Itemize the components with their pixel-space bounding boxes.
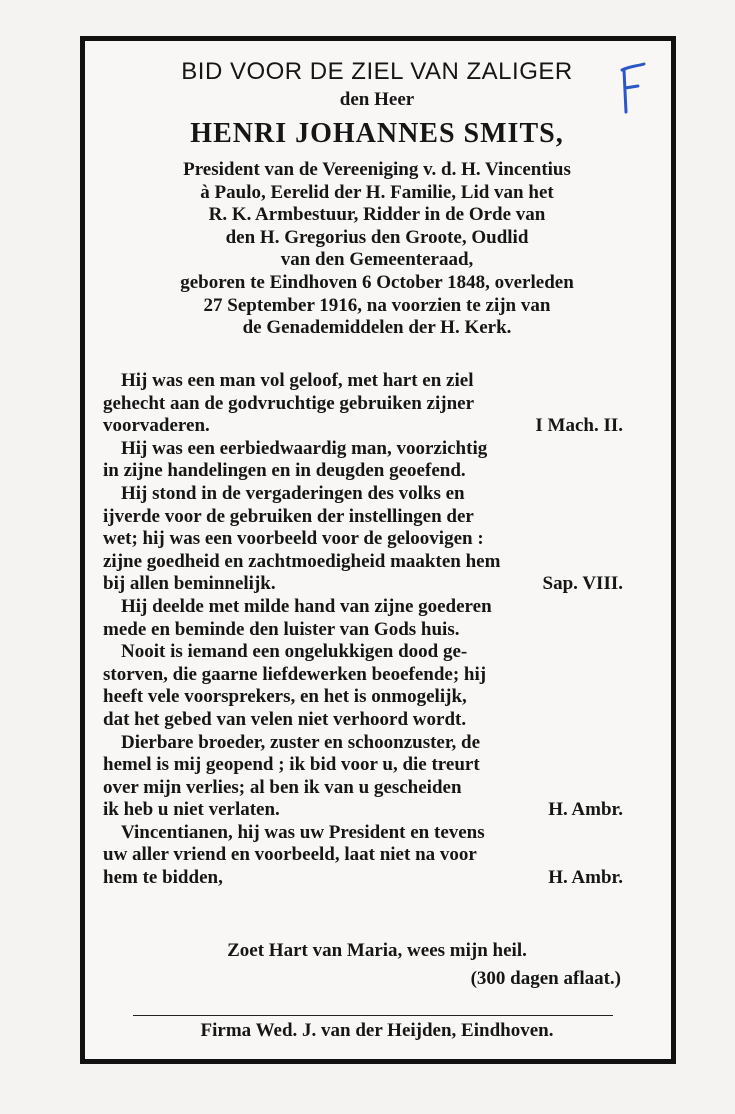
heading-line-2: den Heer xyxy=(339,89,415,110)
heading-line-1: BID VOOR DE ZIEL VAN ZALIGER xyxy=(181,58,573,85)
biography-line: President van de Vereeniging v. d. H. Vincentius xyxy=(183,159,571,180)
text-line xyxy=(103,528,651,551)
text-line xyxy=(103,641,651,664)
scripture-reference: H. Ambr. xyxy=(548,867,623,889)
text-line xyxy=(103,551,651,574)
text-line-content: Vincentianen, hij was uw President en tevens xyxy=(121,821,485,843)
text-line xyxy=(103,393,651,416)
text-line xyxy=(103,460,651,483)
divider xyxy=(133,1015,613,1016)
text-line xyxy=(103,596,651,619)
text-line xyxy=(103,732,651,755)
text-line-content: heeft vele voorsprekers, en het is onmogelijk, xyxy=(103,686,467,708)
scripture-reference: I Mach. II. xyxy=(535,415,623,437)
text-line xyxy=(103,686,651,709)
memorial-card xyxy=(103,55,651,1040)
text-line-content: over mijn verlies; al ben ik van u gescheiden xyxy=(103,776,462,798)
text-line-content: gehecht aan de godvruchtige gebruiken zijner xyxy=(103,392,475,414)
handwritten-f-mark xyxy=(612,60,652,120)
text-line-content: ijverde voor de gebruiken der instellingen der xyxy=(103,505,474,527)
indulgence-note: (300 dagen aflaat.) xyxy=(470,968,621,989)
text-line-content: mede en beminde den luister van Gods huis. xyxy=(103,618,460,640)
biography-line: de Genademiddelen der H. Kerk. xyxy=(242,317,512,339)
text-line-content: Hij stond in de vergaderingen des volks en xyxy=(121,482,465,504)
text-line-content: hemel is mij geopend ; ik bid voor u, die treurt xyxy=(103,754,480,776)
scripture-reference: H. Ambr. xyxy=(548,799,623,821)
text-line xyxy=(103,822,651,845)
text-line-content: zijne goedheid en zachtmoedigheid maakten hem xyxy=(103,550,501,572)
biography-line: van den Gemeenteraad, xyxy=(280,249,474,271)
text-line xyxy=(103,370,651,393)
biography-line: geboren te Eindhoven 6 October 1848, overleden xyxy=(180,271,574,293)
text-line xyxy=(103,415,651,438)
closing-prayer: Zoet Hart van Maria, wees mijn heil. xyxy=(227,940,527,961)
text-line-content: ik heb u niet verlaten. xyxy=(103,799,280,821)
text-line-content: Hij was een man vol geloof, met hart en ziel xyxy=(121,370,474,391)
text-line-content: bij allen beminnelijk. xyxy=(103,573,276,595)
text-line xyxy=(103,438,651,461)
text-line xyxy=(103,506,651,529)
text-line-content: in zijne handelingen en in deugden geoefend. xyxy=(103,460,466,482)
text-line xyxy=(103,664,651,687)
text-line-content: wet; hij was een voorbeeld voor de geloovigen : xyxy=(103,528,484,550)
memorial-text xyxy=(103,370,651,890)
text-line-content: voorvaderen. xyxy=(103,415,210,437)
text-line xyxy=(103,867,651,890)
text-line xyxy=(103,709,651,732)
scripture-reference: Sap. VIII. xyxy=(542,573,623,595)
text-line-content: hem te bidden, xyxy=(103,867,223,889)
text-line-content: Hij deelde met milde hand van zijne goederen xyxy=(121,595,492,617)
biography-line: den H. Gregorius den Groote, Oudlid xyxy=(225,226,529,248)
text-line xyxy=(103,619,651,642)
text-line xyxy=(103,754,651,777)
text-line-content: Dierbare broeder, zuster en schoonzuster, de xyxy=(121,731,481,753)
deceased-name: HENRI JOHANNES SMITS, xyxy=(190,118,564,149)
printer-imprint: Firma Wed. J. van der Heijden, Eindhoven. xyxy=(200,1020,554,1041)
biography-line: à Paulo, Eerelid der H. Familie, Lid van het xyxy=(200,181,554,203)
text-line xyxy=(103,777,651,800)
biography xyxy=(103,159,651,340)
biography-line: R. K. Armbestuur, Ridder in de Orde van xyxy=(208,204,546,226)
text-line-content: Nooit is iemand een ongelukkigen dood ge- xyxy=(121,641,468,663)
text-line xyxy=(103,799,651,822)
text-line xyxy=(103,844,651,867)
text-line-content: storven, die gaarne liefdewerken beoefende; hij xyxy=(103,663,487,685)
text-line-content: Hij was een eerbiedwaardig man, voorzichtig xyxy=(121,437,488,459)
text-line xyxy=(103,573,651,596)
text-line xyxy=(103,483,651,506)
text-line-content: uw aller vriend en voorbeeld, laat niet na voor xyxy=(103,844,477,866)
text-line-content: dat het gebed van velen niet verhoord wordt. xyxy=(103,708,467,730)
biography-line: 27 September 1916, na voorzien te zijn van xyxy=(203,294,551,316)
